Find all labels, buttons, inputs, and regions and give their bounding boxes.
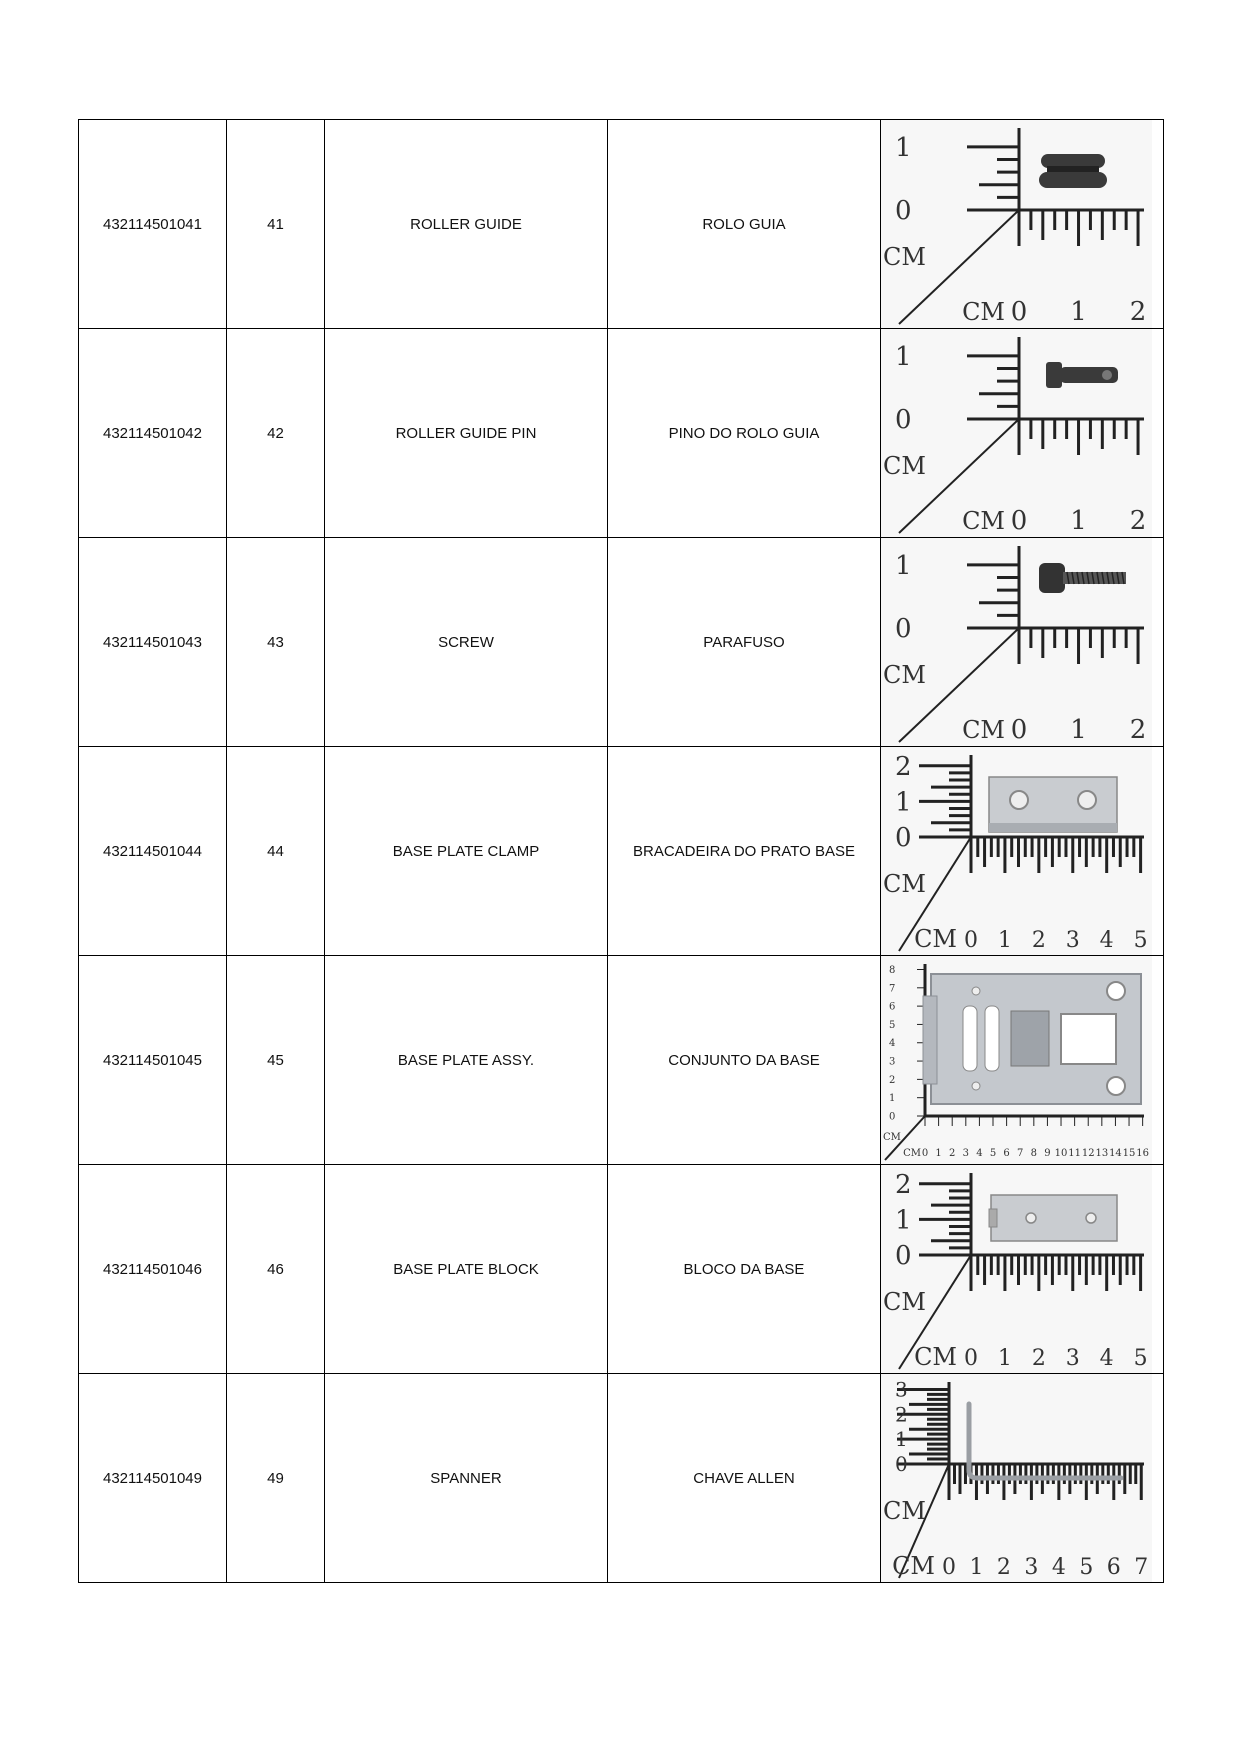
- description-pt: CHAVE ALLEN: [608, 1374, 881, 1583]
- x-tick-label: 2: [1129, 715, 1147, 745]
- y-tick-label: 3: [895, 1377, 908, 1402]
- unit-label-bottom: CM: [892, 1552, 935, 1580]
- description-en: ROLLER GUIDE: [325, 120, 608, 329]
- y-tick-label: 0: [895, 823, 912, 854]
- x-tick-label: 4: [976, 1148, 983, 1159]
- x-tick-label: 1: [1070, 715, 1087, 745]
- y-tick-label: 1: [895, 1205, 912, 1236]
- part-photo: [881, 956, 1164, 1165]
- y-tick-label: 2: [895, 1402, 908, 1427]
- y-tick-label: 0: [889, 1111, 896, 1123]
- x-tick-label: 7: [1134, 1555, 1149, 1580]
- x-tick-label: 7: [1017, 1148, 1024, 1159]
- y-tick-label: 1: [895, 133, 912, 164]
- table-row: [79, 1165, 1164, 1374]
- x-tick-label: 9: [1044, 1148, 1051, 1159]
- description-en: BASE PLATE ASSY.: [325, 956, 608, 1165]
- unit-label-left: CM: [883, 1288, 926, 1316]
- unit-label-left: CM: [883, 1132, 901, 1143]
- parts-table: [78, 119, 1164, 1583]
- description-en: BASE PLATE CLAMP: [325, 747, 608, 956]
- x-tick-label: 3: [1024, 1555, 1039, 1580]
- x-tick-label: 10: [1054, 1148, 1068, 1159]
- part-photo: [881, 1165, 1164, 1374]
- x-tick-label: 13: [1095, 1148, 1109, 1159]
- clamp-plate-icon: [989, 777, 1117, 832]
- unit-label-left: CM: [883, 1497, 926, 1525]
- x-tick-label: 1: [1070, 297, 1087, 327]
- x-tick-label: 0: [1010, 506, 1028, 536]
- table-row: [79, 329, 1164, 538]
- scale-photo: [881, 1374, 1152, 1582]
- part-code: 432114501046: [79, 1165, 227, 1374]
- unit-label-bottom: CM: [962, 716, 1005, 744]
- y-tick-label: 2: [895, 1169, 912, 1200]
- x-tick-label: 4: [1051, 1555, 1066, 1580]
- part-code: 432114501041: [79, 120, 227, 329]
- unit-label-bottom: CM: [914, 925, 957, 953]
- unit-label-bottom: CM: [914, 1343, 957, 1371]
- y-tick-label: 1: [895, 787, 912, 818]
- grommet-icon: [1039, 154, 1107, 188]
- x-tick-label: 5: [1079, 1555, 1094, 1580]
- x-tick-label: 8: [1030, 1148, 1038, 1159]
- y-tick-label: 1: [895, 342, 912, 373]
- part-photo: [881, 538, 1164, 747]
- y-tick-label: 0: [895, 405, 912, 436]
- item-number: 44: [227, 747, 325, 956]
- part-code: 432114501042: [79, 329, 227, 538]
- x-tick-label: 2: [949, 1148, 956, 1159]
- unit-label-left: CM: [883, 661, 926, 689]
- table-row: [79, 747, 1164, 956]
- y-tick-label: 8: [889, 964, 896, 976]
- description-en: SCREW: [325, 538, 608, 747]
- scale-photo: [881, 956, 1152, 1164]
- y-tick-label: 1: [895, 551, 912, 582]
- description-en: BASE PLATE BLOCK: [325, 1165, 608, 1374]
- item-number: 41: [227, 120, 325, 329]
- description-pt: BRACADEIRA DO PRATO BASE: [608, 747, 881, 956]
- table-row: [79, 956, 1164, 1165]
- y-tick-label: 2: [895, 751, 912, 782]
- item-number: 49: [227, 1374, 325, 1583]
- part-photo: [881, 1374, 1164, 1583]
- x-tick-label: 2: [996, 1555, 1011, 1580]
- y-tick-label: 0: [895, 196, 912, 227]
- y-tick-label: 6: [889, 1001, 896, 1013]
- part-photo: [881, 120, 1164, 329]
- y-tick-label: 1: [889, 1093, 896, 1105]
- part-code: 432114501045: [79, 956, 227, 1165]
- x-tick-label: 0: [964, 1346, 978, 1371]
- y-tick-label: 4: [889, 1038, 896, 1050]
- x-tick-label: 16: [1136, 1148, 1150, 1159]
- y-tick-label: 0: [895, 1241, 912, 1272]
- x-tick-label: 1: [969, 1555, 984, 1580]
- unit-label-bottom: CM: [962, 507, 1005, 535]
- x-tick-label: 0: [1010, 715, 1028, 745]
- part-code: 432114501049: [79, 1374, 227, 1583]
- x-tick-label: 3: [962, 1148, 969, 1159]
- item-number: 42: [227, 329, 325, 538]
- x-tick-label: 6: [1003, 1148, 1010, 1159]
- x-tick-label: 5: [1133, 1346, 1148, 1371]
- description-pt: ROLO GUIA: [608, 120, 881, 329]
- block-plate-icon: [989, 1195, 1117, 1241]
- scale-photo: [881, 120, 1152, 328]
- x-tick-label: 15: [1122, 1148, 1136, 1159]
- table-row: [79, 538, 1164, 747]
- item-number: 46: [227, 1165, 325, 1374]
- x-tick-label: 1: [997, 1346, 1012, 1371]
- part-photo: [881, 329, 1164, 538]
- part-code: 432114501043: [79, 538, 227, 747]
- description-en: SPANNER: [325, 1374, 608, 1583]
- x-tick-label: 11: [1068, 1148, 1081, 1159]
- x-tick-label: 3: [1065, 1346, 1080, 1371]
- part-photo: [881, 747, 1164, 956]
- x-tick-label: 14: [1109, 1148, 1122, 1159]
- scale-photo: [881, 747, 1152, 955]
- unit-label-left: CM: [883, 243, 926, 271]
- x-tick-label: 0: [964, 928, 978, 953]
- description-en: ROLLER GUIDE PIN: [325, 329, 608, 538]
- x-tick-label: 4: [1099, 928, 1114, 953]
- x-tick-label: 0: [942, 1555, 956, 1580]
- description-pt: CONJUNTO DA BASE: [608, 956, 881, 1165]
- item-number: 45: [227, 956, 325, 1165]
- scale-photo: [881, 329, 1152, 537]
- y-tick-label: 1: [895, 1427, 908, 1452]
- y-tick-label: 5: [889, 1019, 896, 1031]
- item-number: 43: [227, 538, 325, 747]
- unit-label-left: CM: [883, 452, 926, 480]
- x-tick-label: 3: [1065, 928, 1080, 953]
- y-tick-label: 0: [895, 1452, 908, 1476]
- x-tick-label: 1: [935, 1148, 942, 1159]
- x-tick-label: 1: [997, 928, 1012, 953]
- y-tick-label: 2: [889, 1074, 896, 1086]
- base-plate-assembly-icon: [923, 974, 1141, 1104]
- scale-photo: [881, 1165, 1152, 1373]
- x-tick-label: 0: [921, 1148, 929, 1159]
- table-row: [79, 1374, 1164, 1583]
- unit-label-bottom: CM: [962, 298, 1005, 326]
- x-tick-label: 4: [1099, 1346, 1114, 1371]
- y-tick-label: 3: [889, 1056, 896, 1068]
- x-tick-label: 2: [1129, 506, 1147, 536]
- x-tick-label: 1: [1070, 506, 1087, 536]
- y-tick-label: 0: [895, 614, 912, 645]
- unit-label-left: CM: [883, 870, 926, 898]
- x-tick-label: 5: [989, 1148, 997, 1159]
- x-tick-label: 2: [1031, 928, 1046, 953]
- x-tick-label: 5: [1133, 928, 1148, 953]
- part-code: 432114501044: [79, 747, 227, 956]
- x-tick-label: 2: [1031, 1346, 1046, 1371]
- description-pt: PINO DO ROLO GUIA: [608, 329, 881, 538]
- x-tick-label: 0: [1010, 297, 1028, 327]
- table-row: [79, 120, 1164, 329]
- y-tick-label: 7: [889, 983, 896, 995]
- description-pt: BLOCO DA BASE: [608, 1165, 881, 1374]
- description-pt: PARAFUSO: [608, 538, 881, 747]
- x-tick-label: 12: [1081, 1148, 1095, 1159]
- x-tick-label: 2: [1129, 297, 1147, 327]
- scale-photo: [881, 538, 1152, 746]
- unit-label-bottom: CM: [903, 1148, 921, 1159]
- x-tick-label: 6: [1106, 1555, 1121, 1580]
